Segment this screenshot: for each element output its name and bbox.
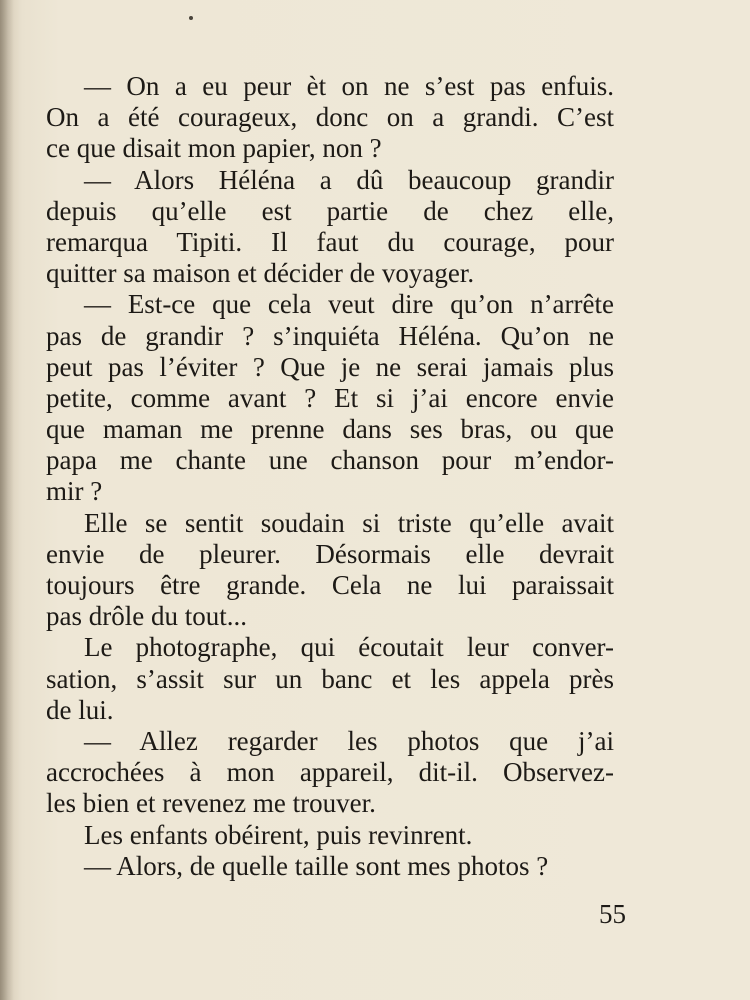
text-line: On a été courageux, donc on a grandi. C’est — [46, 102, 614, 133]
text-line: papa me chante une chanson pour m’endor- — [46, 445, 614, 476]
text-line: toujours être grande. Cela ne lui paraissait — [46, 570, 614, 600]
text-line: sation, s’assit sur un banc et les appela près — [46, 663, 614, 694]
text-line: pas de grandir ? s’inquiéta Héléna. Qu’on ne — [46, 320, 614, 351]
page-number: 55 — [599, 899, 626, 929]
text-line: Les enfants obéirent, puis revinrent. — [84, 819, 473, 850]
text-line: — Alors, de quelle taille sont mes photos ? — [84, 850, 549, 881]
text-line: remarqua Tipiti. Il faut du courage, pour — [46, 226, 614, 257]
text-line: quitter sa maison et décider de voyager. — [46, 258, 475, 289]
text-line: petite, comme avant ? Et si j’ai encore envie — [46, 382, 614, 413]
paragraph — [46, 820, 614, 851]
text-line: — Est-ce que cela veut dire qu’on n’arrête — [84, 289, 614, 320]
text-line: — Allez regarder les photos que j’ai — [84, 725, 614, 756]
paragraph — [46, 851, 614, 882]
paragraph — [46, 165, 614, 290]
text-line: ce que disait mon papier, non ? — [46, 133, 382, 164]
ink-speck — [189, 16, 193, 20]
paragraph — [46, 508, 614, 633]
text-line: accrochées à mon appareil, dit-il. Observez- — [46, 757, 614, 788]
text-line: — On a eu peur èt on ne s’est pas enfuis. — [84, 71, 614, 101]
text-line: peut pas l’éviter ? Que je ne serai jamais plus — [46, 351, 614, 382]
text-line: que maman me prenne dans ses bras, ou que — [46, 414, 614, 445]
spine-shadow — [0, 0, 14, 1000]
body-text — [46, 71, 614, 882]
text-line: pas drôle du tout... — [46, 601, 247, 632]
paragraph — [46, 632, 614, 726]
text-line: de lui. — [46, 694, 114, 725]
text-line: les bien et revenez me trouver. — [46, 788, 376, 819]
text-line: envie de pleurer. Désormais elle devrait — [46, 538, 614, 569]
paragraph — [46, 71, 614, 165]
text-line: Le photographe, qui écoutait leur conver- — [84, 632, 614, 663]
text-line: — Alors Héléna a dû beaucoup grandir — [84, 164, 614, 195]
text-line: mir ? — [46, 476, 103, 507]
paragraph — [46, 289, 614, 507]
text-line: depuis qu’elle est partie de chez elle, — [46, 195, 614, 226]
text-line: Elle se sentit soudain si triste qu’elle avait — [84, 507, 614, 538]
paragraph — [46, 726, 614, 820]
